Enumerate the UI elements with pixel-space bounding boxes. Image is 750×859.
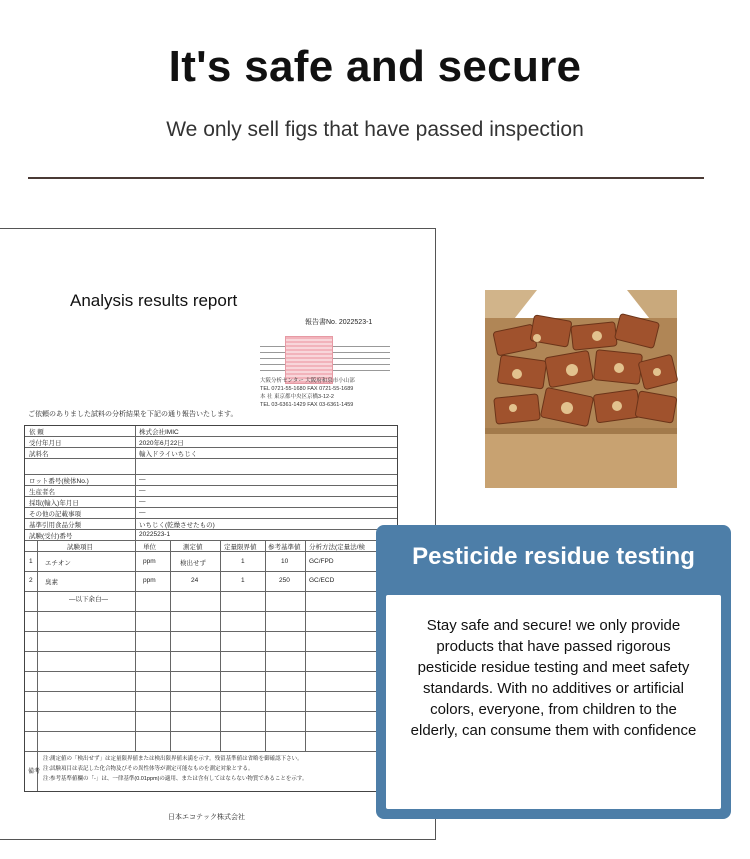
info-label: その他の記載事項 xyxy=(29,511,81,518)
info-label: 試料名 xyxy=(29,451,49,458)
result-method: GC/FPD xyxy=(309,558,334,565)
result-header: 参考基準値 xyxy=(268,544,301,551)
result-value: 検出せず xyxy=(180,560,206,567)
result-header: 定量限界値 xyxy=(224,544,257,551)
company-line: TEL 0721-55-1680 FAX 0721-55-1689 xyxy=(260,386,354,392)
report-heading: Analysis results report xyxy=(70,291,238,310)
note-line: 注:試験項目は表記した化合物及びその異性体等が測定可能なものを測定対象とする。 xyxy=(43,766,254,772)
info-label: 受付年月日 xyxy=(29,440,62,447)
page-title: It's safe and secure xyxy=(168,42,582,91)
info-value: — xyxy=(139,509,146,516)
info-value: 2022523-1 xyxy=(139,531,171,538)
info-label: ロット番号(検体No.) xyxy=(29,478,89,485)
note-line: 注:測定値の「検出せず」は定量限界値または検出限界値未満を示す。残留基準値は省略を御確認下さい。 xyxy=(43,756,303,762)
results-table xyxy=(24,425,398,792)
info-label: 試験(受付)番号 xyxy=(29,533,73,540)
info-label: 依 頼 xyxy=(29,429,44,436)
info-value: 2020年6月22日 xyxy=(139,440,184,447)
result-header: 単位 xyxy=(143,544,156,551)
result-limit: 1 xyxy=(241,558,245,565)
info-value: 株式会社IMIC xyxy=(139,429,179,436)
company-line: 大阪分析センター 大阪府和泉市小山部 xyxy=(260,378,355,384)
note-line: 注:参考基準値欄の「-」は、一律基準(0.01ppm)の適用、または含有してはならない物質であることを示す。 xyxy=(43,776,308,782)
info-label: 採取(輸入)年月日 xyxy=(29,500,79,507)
info-label: 生産者名 xyxy=(29,489,55,496)
report-footer-company: 日本エコテック株式会社 xyxy=(168,814,245,821)
result-header: 分析方法(定量法/検 xyxy=(309,544,365,551)
report-number: 報告書No. 2022523-1 xyxy=(305,319,373,326)
info-value: 輸入ドライいちじく xyxy=(139,451,198,458)
company-line: TEL 03-6361-1429 FAX 03-6361-1459 xyxy=(260,402,354,408)
result-ref: 250 xyxy=(279,577,290,584)
page-subtitle: We only sell figs that have passed inspection xyxy=(166,118,584,141)
result-header: 試験項目 xyxy=(67,544,93,551)
card-title: Pesticide residue testing xyxy=(412,543,695,570)
notes-label: 備考 xyxy=(28,769,41,775)
end-mark: —以下余白— xyxy=(69,596,108,603)
result-item: エチオン xyxy=(45,560,71,567)
card-body xyxy=(386,595,721,809)
report-intro: ご依頼のありました試料の分析結果を下記の通り報告いたします。 xyxy=(28,411,238,418)
info-label: 基準引用食品分類 xyxy=(29,522,81,529)
info-value: いちじく(乾燥させたもの) xyxy=(139,522,215,529)
result-item: 臭素 xyxy=(45,579,58,586)
info-value: — xyxy=(139,487,146,494)
result-method: GC/ECD xyxy=(309,577,335,584)
card-text: Stay safe and secure! we only provide products that have passed rigorous pesticide residue testing and meet safety standards. With no additives or artificial colors, everyone, from children to the elderly, can consume them with confidence xyxy=(410,617,697,739)
info-value: — xyxy=(139,476,146,483)
info-value: — xyxy=(139,498,146,505)
result-no: 1 xyxy=(29,558,33,565)
company-address-block xyxy=(260,377,355,409)
pesticide-testing-card xyxy=(376,525,731,819)
company-line: 本 社 東京都中央区京橋3-12-2 xyxy=(260,394,334,400)
divider xyxy=(28,177,704,179)
result-ref: 10 xyxy=(281,558,289,565)
result-no: 2 xyxy=(29,577,33,584)
fig-box-photo xyxy=(477,288,686,488)
result-limit: 1 xyxy=(241,577,245,584)
result-value: 24 xyxy=(191,577,199,584)
result-header: 測定値 xyxy=(183,544,203,551)
result-unit: ppm xyxy=(143,577,156,584)
result-unit: ppm xyxy=(143,558,156,565)
analysis-report-document xyxy=(0,228,436,840)
